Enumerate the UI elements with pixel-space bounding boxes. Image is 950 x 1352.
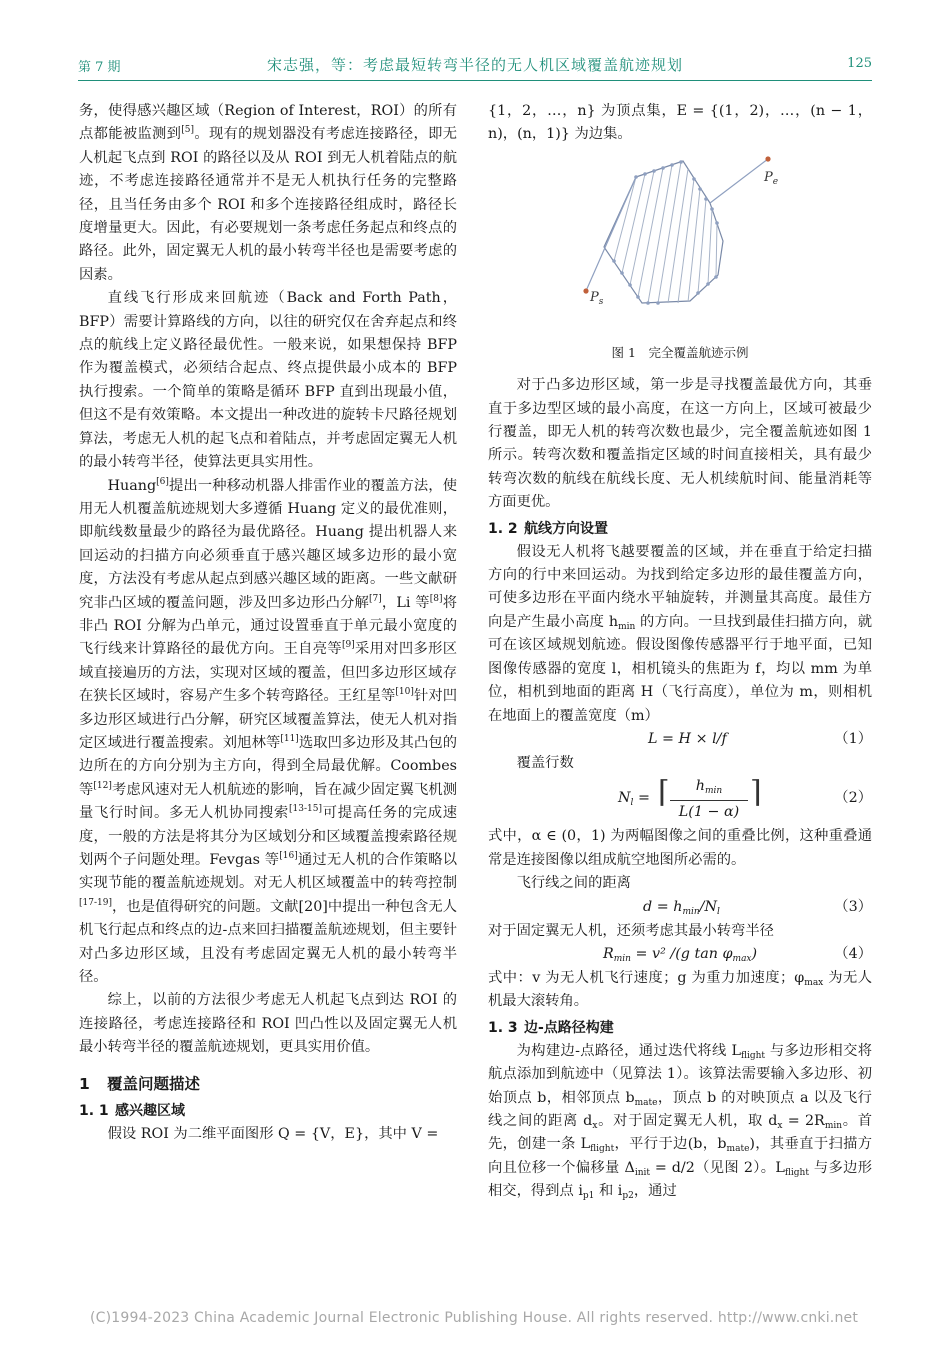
paragraph: {1，2，…，n} 为顶点集，E = {(1，2)，…，(n − 1，n)，(n，1)} 为边集。 xyxy=(488,103,872,143)
equation-3: $d = h_{min}/N_l$ （3） xyxy=(643,898,872,917)
equation-4: $R_{min} = v^2$ /(g $\tan \varphi_{max}$) （4） xyxy=(603,945,872,964)
paragraph: 覆盖行数 xyxy=(516,754,574,771)
flight-lines xyxy=(614,162,717,303)
figure-caption: 图 1 完全覆盖航迹示例 xyxy=(611,344,749,360)
paragraph: 直线飞行形成来回航迹（Back and Forth Path，BFP）需要计算路线的方向，以往的研究仅在舍弃起点和终点的航线上定义路径最优性。一般来说，如果想保持 BFP 作为覆盖模式，必须结合起点、终点提供最小成本的 BFP 执行搜索。一个简单的策略是循环 BFP 直到出现最小值，但这不是有效策略。本文提出一种改进的旋转卡尺路径规划算法，考虑无人机的起飞点和着陆点，并考虑固定翼无人机的最小转弯半径，使算法更具实用性。 xyxy=(79,290,457,471)
paragraph: 假设 ROI 为二维平面图形 Q = {V，E}，其中 V = xyxy=(107,1126,439,1143)
paragraph: 假设无人机将飞越要覆盖的区域，并在垂直于给定扫描方向的行中来回运动。为找到给定多边形的最佳覆盖方向，可使多边形在平面内绕水平轴旋转，并测量其高度。最佳方向是产生最小高度 $h_{min}$ 的方向。一旦找到最佳扫描方向，就可在该区域规划航迹。假设图像传感器平行于地平面，已知图像传感器的宽度 l，相机镜头的焦距为 f，均以 mm 为单位，相机到地面的距离 H（飞行高度），单位为 m，则相机在地面上的覆盖宽度（m） xyxy=(488,543,872,724)
paragraph: 对于凸多边形区域，第一步是寻找覆盖最优方向，其垂直于多边型区域的最小高度，在这一方向上，区域可被最少行覆盖，即无人机的转弯次数也最少，完全覆盖航迹如图 1 所示。转弯次数和覆盖指定区域的时间直接相关，具有最少转弯次数的航线在航线长度、无人机续航时间、能量消耗等方面更优。 xyxy=(488,377,872,511)
paragraph: 为构建边-点路径，通过迭代将线 $L_{flight}$ 与多边形相交将航点添加到航迹中（见算法 1）。该算法需要输入多边形、初始顶点 b，相邻顶点 $b_{mate}$，顶点 b 的对映顶点 a 以及飞行线之间的距离 $d_x$。对于固定翼无人机，取 $d_x = 2R_{min}$。首先，创建一条 $L_{flight}$，平行于边(b，$b_{mate}$)，其垂直于扫描方向且位移一个偏移量 $\Delta_{init} = d/2$（见图 2）。$L_{flight}$ 与多边形相交，得到点 $i_{p1}$ 和 $i_{p2}$，通过 xyxy=(488,1042,873,1202)
citation[interactable]: [5] xyxy=(181,125,195,136)
citation[interactable]: [6] xyxy=(156,476,169,487)
coverage-path-diagram xyxy=(488,151,872,339)
end-point-label: $P_e$ xyxy=(764,169,779,187)
citation[interactable]: [16] xyxy=(279,851,298,861)
figure-1 xyxy=(488,151,872,339)
header-rule xyxy=(78,80,872,81)
paragraph: 式中：v 为无人机飞行速度；g 为重力加速度；$\varphi_{max}$ 为无人机最大滚转角。 xyxy=(488,969,873,1010)
equation-1: L = H × l/f （1） xyxy=(648,730,872,747)
start-point-label: $P_s$ xyxy=(590,289,604,307)
end-point xyxy=(765,156,770,161)
paragraph: 对于固定翼无人机，还须考虑其最小转弯半径 xyxy=(488,922,774,939)
paragraph: 飞行线之间的距离 xyxy=(516,875,631,892)
start-connection-path xyxy=(586,177,636,291)
citation[interactable]: [8] xyxy=(429,593,443,604)
subsection-heading: 1. 3 边-点路径构建 xyxy=(488,1019,614,1036)
citation[interactable]: [10] xyxy=(395,687,414,698)
right-column xyxy=(488,100,872,1204)
running-title: 宋志强，等：考虑最短转弯半径的无人机区域覆盖航迹规划 xyxy=(266,56,683,74)
subsection-heading: 1. 2 航线方向设置 xyxy=(488,520,608,537)
left-column xyxy=(79,100,457,1146)
start-point xyxy=(583,288,588,293)
paragraph: 务，使得感兴趣区域（Region of Interest，ROI）的所有点都能被监测到[5]。现有的规划器没有考虑连接路径，即无人机起飞点到 ROI 的路径以及从 ROI 到无人机着陆点的航迹，不考虑连接路径通常并不是无人机执行任务的完整路径，且当任务由多个 ROI 和多个连接路径组成时，路径长度增量更大。因此，有必要规划一条考虑任务起点和终点的路径。此外，固定翼无人机的最小转弯半径也是需要考虑的因素。 xyxy=(79,103,458,283)
issue-number: 第 7 期 xyxy=(78,60,121,75)
citation[interactable]: [11] xyxy=(280,733,299,744)
citation[interactable]: [7] xyxy=(368,593,382,604)
citation[interactable]: [13-15] xyxy=(289,804,322,815)
paragraph: 式中，α ∈ (0，1) 为两幅图像之间的重叠比例，这种重叠通常是连接图像以组成航空地图所必需的。 xyxy=(488,828,872,868)
paragraph: 综上，以前的方法很少考虑无人机起飞点到达 ROI 的连接路径，考虑连接路径和 ROI 凹凸性以及固定翼无人机最小转弯半径的覆盖航迹规划，更具实用价值。 xyxy=(79,992,457,1056)
citation[interactable]: [17-19] xyxy=(79,897,112,908)
section-heading: 1 覆盖问题描述 xyxy=(79,1074,201,1093)
citation[interactable]: [9] xyxy=(341,640,355,651)
page-number: 125 xyxy=(847,56,872,71)
end-connection-path xyxy=(710,159,768,203)
copyright-footer: (C)1994-2023 China Academic Journal Electronic Publishing House. All rights reserved. http://www.cnki.net xyxy=(90,1310,859,1326)
page-header xyxy=(78,52,872,82)
subsection-heading: 1. 1 感兴趣区域 xyxy=(79,1103,185,1120)
paragraph: Huang[6]提出一种移动机器人排雷作业的覆盖方法，使用无人机覆盖航迹规划大多遵循 Huang 定义的最优准则，即航线数量最少的路径为最优路径。Huang 提出机器人来回运动的扫描方向必须垂直于感兴趣区域多边形的最小宽度，方法没有考虑从起点到感兴趣区域的距离。一些文献研究非凸区域的覆盖问题，涉及凹多边形凸分解[7]，Li 等[8]将非凸 ROI 分解为凸单元，通过设置垂直于单元最小宽度的飞行线来计算路径的最优方向。王自亮等[9]采用对凹多形区域直接遍历的方法，实现对区域的覆盖，但凹多边形区域存在狭长区域时，容易产生多个转弯路径。王红星等[10]针对凹多边形区域进行凸分解，研究区域覆盖算法，使无人机对指定区域进行覆盖搜索。刘旭林等[11]选取凹多边形及其凸包的边所在的方向分别为主方向，得到全局最优解。Coombes 等[12]考虑风速对无人机航迹的影响，旨在减少固定翼飞机测量飞行时间。多无人机协同搜索[13-15]可提高任务的完成速度，一般的方法是将其分为区域划分和区域覆盖搜索路径规划两个子问题处理。Fevgas 等[16]通过无人机的合作策略以实现节能的覆盖航迹规划。对无人机区域覆盖中的转弯控制[17-19]，也是值得研究的问题。文献[20]中提出一种包含无人机飞行起点和终点的边-点来回扫描覆盖航迹规划，但主要针对凸多边形区域，且没有考虑固定翼无人机的最小转弯半径。 xyxy=(79,476,458,986)
equation-2: $N_l$ = ⌈ $h_{min}$ L(1 − α) ⌉ （2） xyxy=(618,775,872,821)
citation[interactable]: [12] xyxy=(93,780,112,791)
